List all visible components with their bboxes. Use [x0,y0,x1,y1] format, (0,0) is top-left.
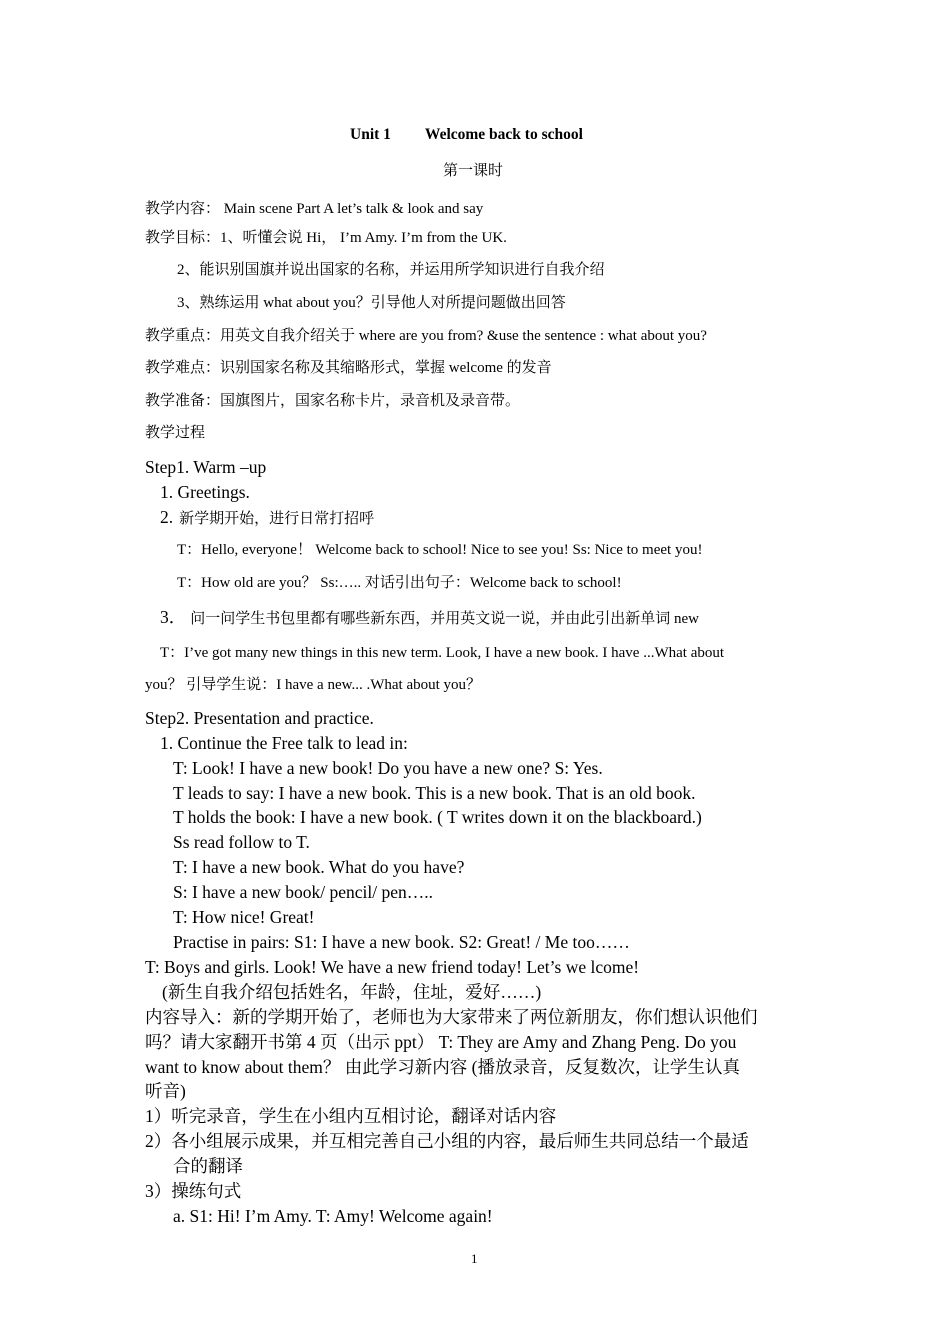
step1-item-2-text: 新学期开始，进行日常打招呼 [179,511,375,527]
step2-intro-4: 听音) [145,1081,186,1101]
step1-heading: Step1. Warm –up [145,457,267,477]
step2-line: T: How nice! Great! [173,907,315,927]
step2-sub-3: 3）操练句式 [145,1181,242,1201]
step2-intro-2: 吗？请大家翻开书第 4 页（出示 ppt） T: They are Amy and Zhang Peng. Do you [145,1032,737,1052]
teaching-content: 教学内容： Main scene Part A let’s talk & look and say [145,201,484,217]
unit-title: Welcome back to school [424,126,583,143]
teaching-goal-3: 3、熟练运用 what about you？引导他人对所提问题做出回答 [177,295,566,311]
step1-dialog-2: T：How old are you？ Ss:….. 对话引出句子：Welcome back to school! [177,575,622,591]
step1-teacher-line-1: T：I’ve got many new things in this new term. Look, I have a new book. I have ...What about [160,645,725,661]
step1-item-1: 1. Greetings. [160,482,250,502]
teaching-goal-1: 教学目标：1、听懂会说 Hi， I’m Amy. I’m from the UK. [145,230,507,246]
step2-boys-girls: T: Boys and girls. Look! We have a new friend today! Let’s we lcome! [145,957,640,977]
teaching-process: 教学过程 [145,425,206,441]
step2-line: T leads to say: I have a new book. This is a new book. That is an old book. [173,783,696,803]
step1-item-2-number: 2. [160,507,174,527]
step2-sub-2: 2）各小组展示成果，并互相完善自己小组的内容，最后师生共同总结一个最适 [145,1131,749,1151]
step1-dialog-1: T：Hello, everyone！ Welcome back to school! Nice to see you! Ss: Nice to meet you! [177,542,703,558]
lesson-label: 第一课时 [443,163,504,179]
page-title [350,126,583,144]
step2-heading: Step2. Presentation and practice. [145,708,374,728]
step2-item-1: 1. Continue the Free talk to lead in: [160,733,408,753]
step2-line: Ss read follow to T. [173,832,310,852]
step2-line: T: Look! I have a new book! Do you have a new one? S: Yes. [173,758,603,778]
step1-item-3-number: 3． [160,607,187,627]
step1-item-3-text: 问一问学生书包里都有哪些新东西，并用英文说一说，并由此引出新单词 new [190,611,699,627]
teaching-goal-2: 2、能识别国旗并说出国家的名称，并运用所学知识进行自我介绍 [177,262,605,278]
step2-line: Practise in pairs: S1: I have a new book. S2: Great! / Me too…… [173,932,630,952]
step1-item-2 [160,507,374,528]
teaching-preparation: 教学准备：国旗图片，国家名称卡片，录音机及录音带。 [145,393,521,409]
step2-new-student: (新生自我介绍包括姓名，年龄，住址，爱好……) [162,982,542,1002]
step2-line: T: I have a new book. What do you have? [173,857,465,877]
step2-sub-1: 1）听完录音，学生在小组内互相讨论，翻译对话内容 [145,1106,557,1126]
teaching-key-point: 教学重点：用英文自我介绍关于 where are you from? &use the sentence : what about you? [145,328,707,344]
unit-label: Unit 1 [350,126,391,143]
step2-line: T holds the book: I have a new book. ( T writes down it on the blackboard.) [173,807,702,827]
step1-teacher-line-2: you？ 引导学生说：I have a new... .What about you？ [145,677,482,693]
teaching-difficulty: 教学难点：识别国家名称及其缩略形式，掌握 welcome 的发音 [145,360,552,376]
step2-intro-1: 内容导入：新的学期开始了，老师也为大家带来了两位新朋友，你们想认识他们 [145,1007,758,1027]
step2-sub-2-cont: 合的翻译 [173,1156,243,1176]
step2-drill-a: a. S1: Hi! I’m Amy. T: Amy! Welcome again! [173,1206,493,1226]
step2-intro-3: want to know about them？ 由此学习新内容 (播放录音，反复数次，让学生认真 [145,1057,740,1077]
step2-line: S: I have a new book/ pencil/ pen….. [173,882,434,902]
page-number: 1 [471,1251,478,1266]
step1-item-3 [160,607,699,628]
